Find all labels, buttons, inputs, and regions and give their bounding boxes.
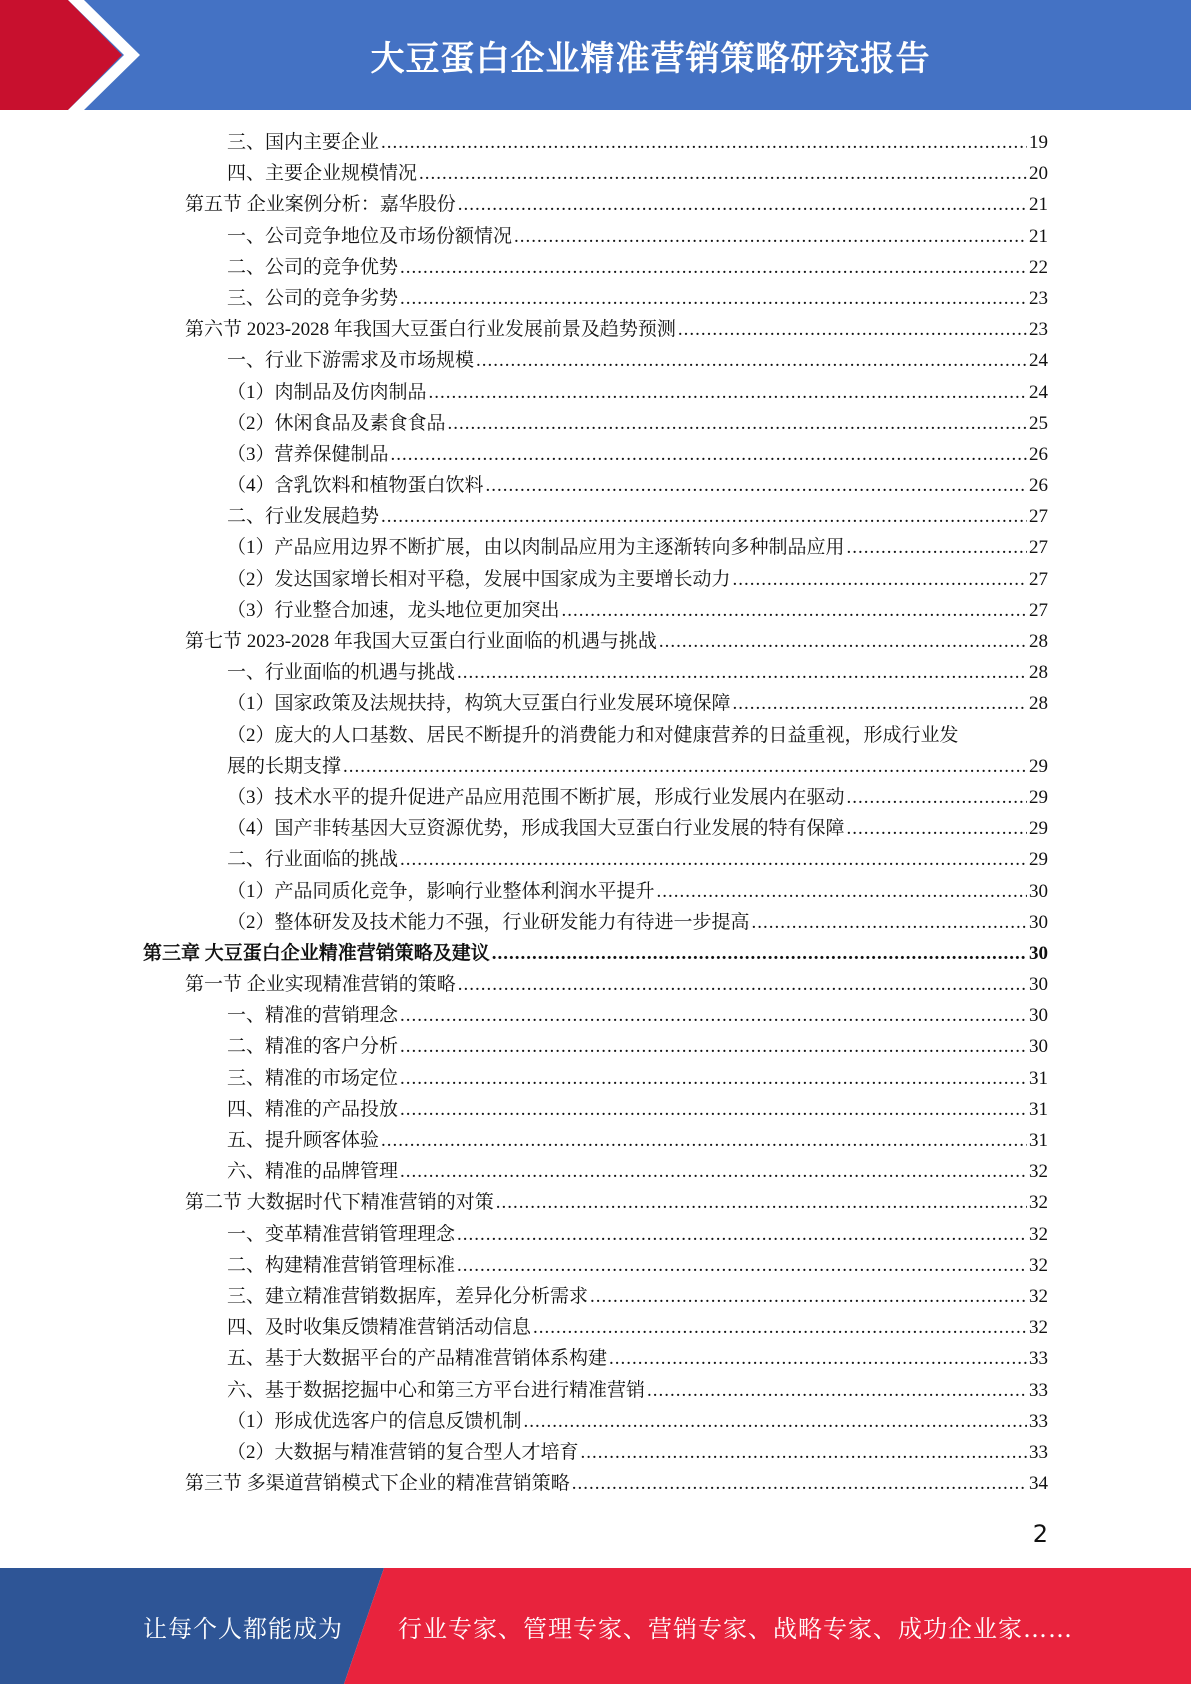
toc-entry[interactable] (0, 969, 1191, 1000)
toc-leader-dots (609, 1343, 1027, 1374)
toc-entry-page: 28 (1029, 631, 1048, 652)
toc-entry[interactable] (0, 1156, 1191, 1187)
toc-entry[interactable] (0, 158, 1191, 189)
toc-entry-page: 30 (1029, 942, 1048, 964)
toc-entry-title: （1）国家政策及法规扶持，构筑大豆蛋白行业发展环境保障 (227, 693, 731, 715)
toc-leader-dots (458, 969, 1027, 1000)
toc-leader-dots (400, 1031, 1027, 1062)
toc-leader-dots (458, 189, 1027, 220)
toc-entry-page: 29 (1029, 755, 1048, 777)
toc-leader-dots (457, 1219, 1027, 1250)
toc-leader-dots (647, 1375, 1027, 1406)
toc-entry-page: 31 (1029, 1098, 1048, 1120)
table-of-contents (0, 127, 1191, 1499)
toc-entry[interactable] (0, 626, 1191, 657)
toc-entry-title: 六、基于数据挖掘中心和第三方平台进行精准营销 (227, 1379, 646, 1401)
toc-entry-title: （1）产品应用边界不断扩展，由以肉制品应用为主逐渐转向多种制品应用 (227, 537, 845, 559)
toc-entry-page: 29 (1029, 849, 1048, 871)
toc-entry[interactable] (0, 314, 1191, 345)
toc-entry-page: 21 (1029, 225, 1048, 247)
toc-entry-title: 第七节 2023-2028 年我国大豆蛋白行业面临的机遇与挑战 (185, 631, 657, 652)
toc-entry[interactable] (0, 844, 1191, 875)
toc-entry-page: 24 (1029, 350, 1048, 372)
toc-entry-title: 六、精准的品牌管理 (227, 1161, 399, 1183)
toc-entry-page: 33 (1029, 1410, 1048, 1432)
toc-entry-title: （1）肉制品及仿肉制品 (227, 381, 427, 403)
toc-entry[interactable] (0, 595, 1191, 626)
toc-leader-dots (752, 907, 1027, 938)
toc-entry[interactable] (0, 876, 1191, 907)
toc-leader-dots (400, 283, 1027, 314)
toc-entry-page: 27 (1029, 506, 1048, 528)
toc-entry-page: 30 (1029, 1005, 1048, 1027)
toc-leader-dots (657, 876, 1027, 907)
toc-entry-title: 二、构建精准营销管理标准 (227, 1254, 456, 1276)
toc-leader-dots (590, 1281, 1027, 1312)
toc-leader-dots (400, 1000, 1027, 1031)
toc-entry-page: 21 (1029, 194, 1048, 216)
toc-entry-page: 26 (1029, 443, 1048, 465)
toc-leader-dots (400, 252, 1027, 283)
toc-entry-page: 32 (1029, 1317, 1048, 1339)
toc-entry-page: 33 (1029, 1441, 1048, 1463)
toc-entry[interactable] (0, 1187, 1191, 1218)
toc-entry-title: 第二节 大数据时代下精准营销的对策 (185, 1192, 494, 1214)
toc-entry-page: 32 (1029, 1285, 1048, 1307)
toc-entry[interactable] (0, 564, 1191, 595)
toc-entry[interactable] (0, 377, 1191, 408)
toc-entry-page: 28 (1029, 662, 1048, 684)
toc-entry-title: 第一节 企业实现精准营销的策略 (185, 974, 456, 996)
toc-entry-page: 25 (1029, 412, 1048, 434)
toc-entry[interactable] (0, 439, 1191, 470)
toc-entry-page: 27 (1029, 537, 1048, 559)
toc-leader-dots (400, 844, 1027, 875)
toc-entry-page: 30 (1029, 880, 1048, 902)
toc-entry-page: 19 (1029, 132, 1048, 153)
toc-entry-page: 24 (1029, 381, 1048, 403)
toc-entry-page: 20 (1029, 163, 1048, 185)
toc-entry-title: 三、国内主要企业 (227, 132, 380, 153)
toc-entry-title: 展的长期支撑 (227, 755, 342, 777)
toc-entry-title: 一、行业面临的机遇与挑战 (227, 662, 456, 684)
report-title: 大豆蛋白企业精准营销策略研究报告 (370, 38, 931, 79)
toc-leader-dots (733, 564, 1027, 595)
toc-entry[interactable] (0, 1468, 1191, 1499)
toc-entry-page: 34 (1029, 1473, 1048, 1495)
toc-entry[interactable] (0, 1312, 1191, 1343)
toc-entry[interactable] (0, 345, 1191, 376)
toc-leader-dots (391, 439, 1027, 470)
toc-entry-title: 四、及时收集反馈精准营销活动信息 (227, 1317, 532, 1339)
toc-entry[interactable] (0, 1125, 1191, 1156)
toc-leader-dots (400, 1063, 1027, 1094)
toc-entry[interactable] (0, 408, 1191, 439)
toc-entry-title: （2）大数据与精准营销的复合型人才培育 (227, 1441, 579, 1463)
toc-entry[interactable] (0, 782, 1191, 813)
toc-leader-dots (457, 1250, 1027, 1281)
toc-entry-page: 33 (1029, 1379, 1048, 1401)
toc-entry-title: 二、公司的竞争优势 (227, 256, 399, 278)
toc-entry[interactable] (0, 1094, 1191, 1125)
toc-leader-dots (476, 345, 1027, 376)
toc-entry-title: 五、基于大数据平台的产品精准营销体系构建 (227, 1348, 608, 1370)
toc-entry[interactable] (0, 283, 1191, 314)
toc-leader-dots (381, 127, 1027, 158)
toc-leader-dots (400, 1094, 1027, 1125)
toc-entry[interactable] (0, 1063, 1191, 1094)
toc-entry-page: 29 (1029, 786, 1048, 808)
toc-entry-page: 28 (1029, 693, 1048, 715)
toc-entry-page: 31 (1029, 1130, 1048, 1151)
footer-banner (0, 1568, 1191, 1684)
footer-slogan-right: 行业专家、管理专家、营销专家、战略专家、成功企业家…… (398, 1614, 1073, 1643)
toc-leader-dots (343, 751, 1027, 782)
toc-leader-dots (448, 408, 1027, 439)
toc-entry-title: 三、建立精准营销数据库，差异化分析需求 (227, 1285, 589, 1307)
toc-entry-title: 二、行业发展趋势 (227, 506, 380, 528)
toc-entry-title: 二、行业面临的挑战 (227, 849, 399, 871)
toc-entry[interactable] (0, 1219, 1191, 1250)
toc-leader-dots (533, 1312, 1027, 1343)
toc-entry[interactable] (0, 907, 1191, 938)
page-number: 2 (1032, 1520, 1048, 1548)
toc-entry[interactable] (0, 1281, 1191, 1312)
toc-entry[interactable] (0, 813, 1191, 844)
toc-entry-title: （4）含乳饮料和植物蛋白饮料 (227, 475, 484, 497)
toc-entry-title: （4）国产非转基因大豆资源优势，形成我国大豆蛋白行业发展的特有保障 (227, 818, 845, 840)
toc-entry-title: 一、行业下游需求及市场规模 (227, 350, 475, 372)
toc-entry-title: （2）休闲食品及素食食品 (227, 412, 446, 434)
toc-entry-title: 第五节 企业案例分析：嘉华股份 (185, 194, 456, 216)
toc-entry-page: 32 (1029, 1192, 1048, 1214)
toc-entry-page: 27 (1029, 599, 1048, 621)
toc-entry-page: 27 (1029, 568, 1048, 590)
toc-entry[interactable] (0, 221, 1191, 252)
toc-leader-dots (562, 595, 1027, 626)
toc-entry[interactable] (0, 1343, 1191, 1374)
toc-entry[interactable] (0, 127, 1191, 158)
toc-entry[interactable] (0, 1000, 1191, 1031)
toc-entry[interactable] (0, 252, 1191, 283)
toc-leader-dots (381, 1125, 1027, 1156)
toc-leader-dots (419, 158, 1027, 189)
toc-entry[interactable] (0, 532, 1191, 563)
toc-leader-dots (733, 688, 1027, 719)
toc-entry-title: 五、提升顾客体验 (227, 1130, 380, 1151)
toc-entry-title: （3）营养保健制品 (227, 443, 389, 465)
toc-entry-title: 第三章 大豆蛋白企业精准营销策略及建议 (143, 942, 490, 964)
toc-leader-dots (847, 532, 1027, 563)
toc-entry-title: 四、主要企业规模情况 (227, 163, 418, 185)
toc-leader-dots (457, 657, 1027, 688)
toc-leader-dots (847, 782, 1027, 813)
toc-entry-page: 29 (1029, 818, 1048, 840)
toc-leader-dots (492, 938, 1027, 969)
footer-slogan-left: 让每个人都能成为 (143, 1614, 343, 1643)
toc-entry[interactable] (0, 1406, 1191, 1437)
toc-leader-dots (429, 377, 1027, 408)
toc-entry-title: 一、精准的营销理念 (227, 1005, 399, 1027)
toc-entry-title: 三、公司的竞争劣势 (227, 287, 399, 309)
toc-entry-page: 33 (1029, 1348, 1048, 1370)
toc-entry-title: 二、精准的客户分析 (227, 1036, 399, 1058)
toc-entry-page: 32 (1029, 1254, 1048, 1276)
toc-entry-title: （2）整体研发及技术能力不强，行业研发能力有待进一步提高 (227, 911, 750, 933)
toc-leader-dots (847, 813, 1027, 844)
toc-entry[interactable] (0, 189, 1191, 220)
toc-entry-page: 23 (1029, 287, 1048, 309)
toc-leader-dots (381, 501, 1027, 532)
toc-entry[interactable] (0, 1031, 1191, 1062)
toc-entry-title: （3）行业整合加速，龙头地位更加突出 (227, 599, 560, 621)
toc-entry[interactable] (0, 501, 1191, 532)
toc-leader-dots (572, 1468, 1027, 1499)
toc-entry-page: 30 (1029, 974, 1048, 996)
toc-entry-title: （2）发达国家增长相对平稳，发展中国家成为主要增长动力 (227, 568, 731, 590)
toc-entry-page: 32 (1029, 1161, 1048, 1183)
toc-leader-dots (514, 221, 1027, 252)
toc-entry-page: 32 (1029, 1223, 1048, 1245)
toc-entry[interactable] (0, 720, 1191, 751)
toc-entry[interactable] (0, 751, 1191, 782)
toc-leader-dots (400, 1156, 1027, 1187)
report-header (0, 0, 1191, 110)
toc-entry-page: 26 (1029, 475, 1048, 497)
toc-entry[interactable] (0, 938, 1191, 969)
toc-entry-page: 30 (1029, 1036, 1048, 1058)
toc-leader-dots (678, 314, 1027, 345)
header-chevron-icon (0, 0, 160, 110)
toc-entry[interactable] (0, 470, 1191, 501)
toc-entry-title: （3）技术水平的提升促进产品应用范围不断扩展，形成行业发展内在驱动 (227, 786, 845, 808)
toc-leader-dots (496, 1187, 1027, 1218)
toc-entry-title: （1）产品同质化竞争，影响行业整体利润水平提升 (227, 880, 655, 902)
toc-entry-title: 一、公司竞争地位及市场份额情况 (227, 225, 513, 247)
toc-entry-title: 第三节 多渠道营销模式下企业的精准营销策略 (185, 1473, 570, 1495)
toc-leader-dots (659, 626, 1027, 657)
toc-entry-page: 30 (1029, 911, 1048, 933)
toc-entry-page: 22 (1029, 256, 1048, 278)
toc-leader-dots (581, 1437, 1027, 1468)
toc-entry-title: 一、变革精准营销管理理念 (227, 1223, 456, 1245)
toc-entry-title: 第六节 2023-2028 年我国大豆蛋白行业发展前景及趋势预测 (185, 319, 676, 341)
toc-entry[interactable] (0, 1375, 1191, 1406)
toc-leader-dots (524, 1406, 1027, 1437)
toc-entry[interactable] (0, 1437, 1191, 1468)
toc-entry[interactable] (0, 688, 1191, 719)
toc-entry-title: （1）形成优选客户的信息反馈机制 (227, 1410, 522, 1432)
toc-entry-title: 三、精准的市场定位 (227, 1067, 399, 1089)
toc-entry[interactable] (0, 657, 1191, 688)
toc-entry-title: （2）庞大的人口基数、居民不断提升的消费能力和对健康营养的日益重视，形成行业发 (227, 724, 959, 746)
toc-entry[interactable] (0, 1250, 1191, 1281)
toc-leader-dots (486, 470, 1027, 501)
toc-entry-page: 31 (1029, 1067, 1048, 1089)
toc-entry-title: 四、精准的产品投放 (227, 1098, 399, 1120)
toc-entry-page: 23 (1029, 319, 1048, 341)
